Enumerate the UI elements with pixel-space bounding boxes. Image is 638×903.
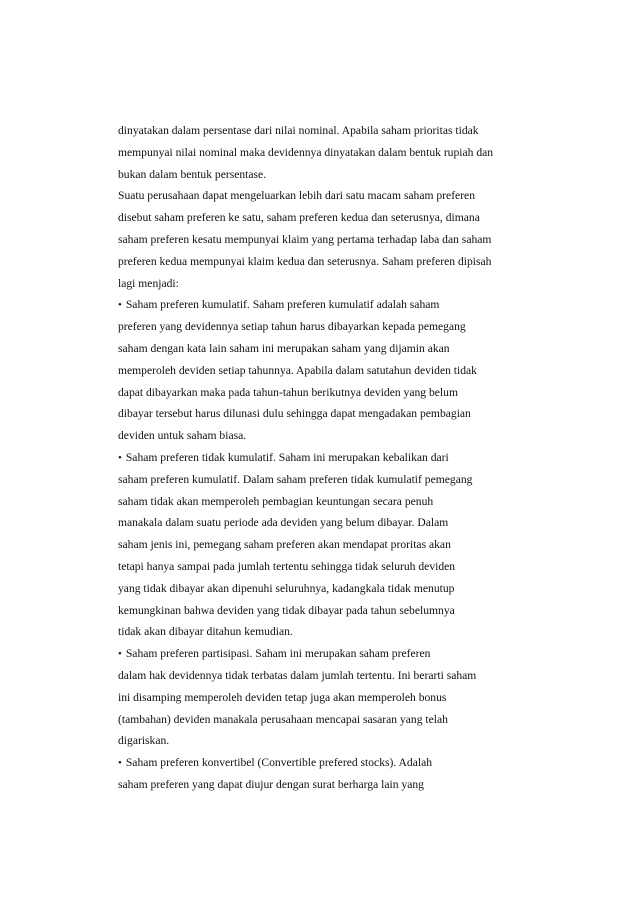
bullet-text: Saham preferen konvertibel (Convertible prefered stocks). Adalah [125,756,433,770]
text-line: saham preferen kesatu mempunyai klaim yang pertama terhadap laba dan saham [118,232,492,246]
text-line: dalam hak devidennya tidak terbatas dalam jumlah tertentu. Ini berarti saham [118,668,477,682]
text-line: disebut saham preferen ke satu, saham preferen kedua dan seterusnya, dimana [118,211,480,225]
text-line: (tambahan) deviden manakala perusahaan mencapai sasaran yang telah [118,712,448,726]
text-line: mempunyai nilai nominal maka devidennya dinyatakan dalam bentuk rupiah dan [118,145,494,159]
text-line: preferen kedua mempunyai klaim kedua dan seterusnya. Saham preferen dipisah [118,254,492,268]
text-line: memperoleh deviden setiap tahunnya. Apabila dalam satutahun deviden tidak [118,363,477,377]
bullet-line [118,643,548,665]
text-line: dapat dibayarkan maka pada tahun-tahun berikutnya deviden yang belum [118,385,458,399]
text-line: dibayar tersebut harus dilunasi dulu sehingga dapat mengadakan pembagian [118,407,471,421]
text-line: saham preferen yang dapat diujur dengan surat berharga lain yang [118,777,424,791]
text-line: ini disamping memperoleh deviden tetap juga akan memperoleh bonus [118,690,447,704]
text-line: saham dengan kata lain saham ini merupakan saham yang dijamin akan [118,341,450,355]
bullet-icon: • [118,757,122,770]
text-line: lagi menjadi: [118,276,179,290]
text-line: manakala dalam suatu periode ada deviden yang belum dibayar. Dalam [118,516,449,530]
bullet-icon: • [118,299,122,312]
body-text [118,120,548,796]
bullet-icon: • [118,648,122,661]
text-line: preferen yang devidennya setiap tahun harus dibayarkan kepada pemegang [118,320,466,334]
bullet-line [118,447,548,469]
text-line: yang tidak dibayar akan dipenuhi seluruhnya, kadangkala tidak menutup [118,581,455,595]
bullet-text: Saham preferen kumulatif. Saham preferen kumulatif adalah saham [125,298,440,312]
text-line: bukan dalam bentuk persentase. [118,167,267,181]
bullet-line [118,752,548,774]
text-line: Suatu perusahaan dapat mengeluarkan lebih dari satu macam saham preferen [118,189,476,203]
text-line: deviden untuk saham biasa. [118,429,247,443]
text-line: saham tidak akan memperoleh pembagian keuntungan secara penuh [118,494,434,508]
bullet-icon: • [118,451,122,464]
text-line: kemungkinan bahwa deviden yang tidak dibayar pada tahun sebelumnya [118,603,455,617]
text-line: saham jenis ini, pemegang saham preferen akan mendapat proritas akan [118,538,451,552]
bullet-text: Saham preferen partisipasi. Saham ini merupakan saham preferen [125,647,431,661]
text-line: tidak akan dibayar ditahun kemudian. [118,625,293,639]
text-line: dinyatakan dalam persentase dari nilai nominal. Apabila saham prioritas tidak [118,124,479,137]
text-line: saham preferen kumulatif. Dalam saham preferen tidak kumulatif pemegang [118,472,473,486]
bullet-text: Saham preferen tidak kumulatif. Saham ini merupakan kebalikan dari [125,450,449,464]
bullet-line [118,294,548,316]
text-line: digariskan. [118,734,170,748]
text-line: tetapi hanya sampai pada jumlah tertentu sehingga tidak seluruh deviden [118,559,456,573]
